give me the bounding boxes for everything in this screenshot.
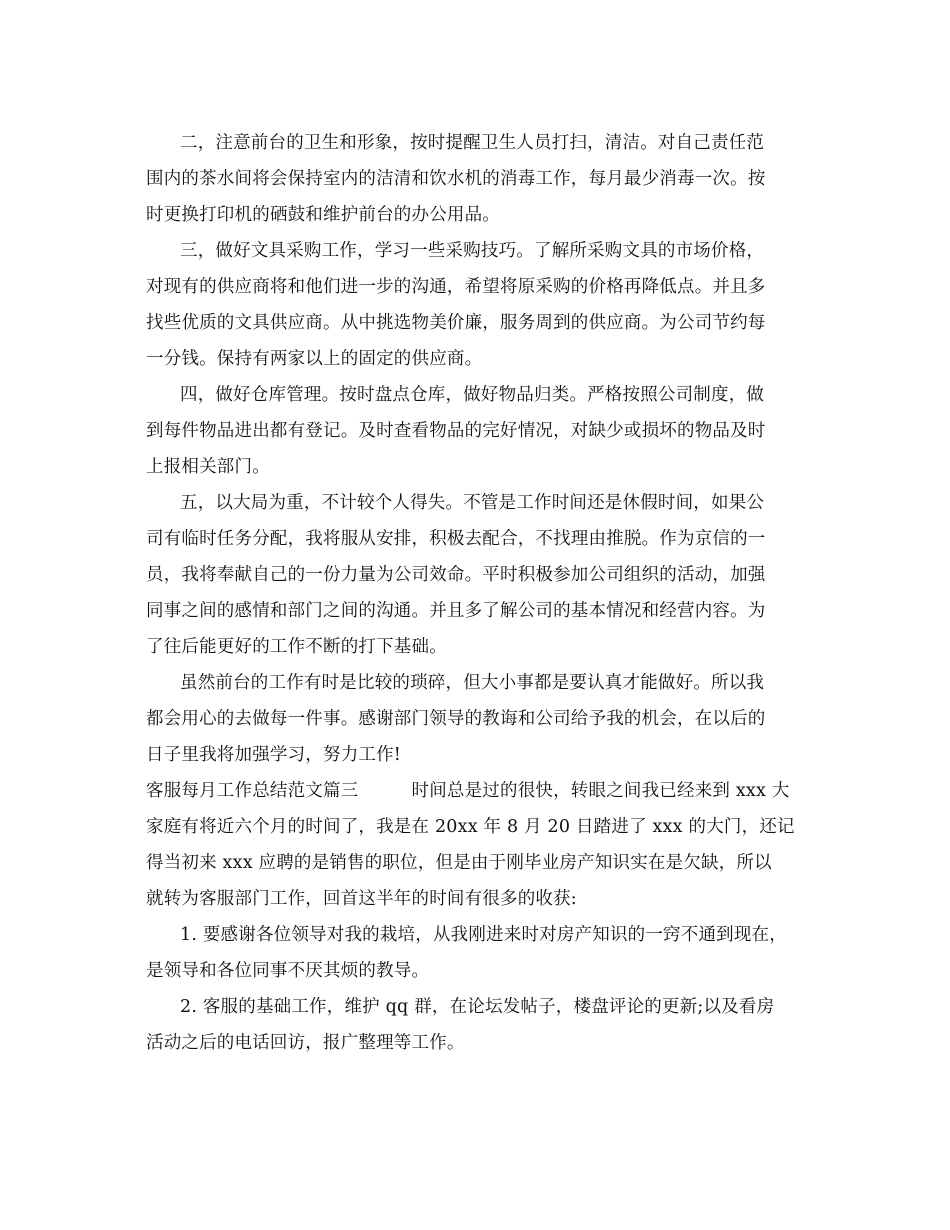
paragraph-2-line-2: 围内的茶水间将会保持室内的洁清和饮水机的消毒工作，每月最少消毒一次。按 — [146, 169, 766, 189]
section-intro-line-2: 家庭有将近六个月的时间了，我是在 20xx 年 8 月 20 日踏进了 xxx 的大门，还记 — [146, 817, 795, 837]
section-heading-line: 客服每月工作总结范文篇三 时间总是过的很快，转眼之间我已经来到 xxx 大 — [146, 781, 790, 801]
paragraph-3-line-3: 找些优质的文具供应商。从中挑选物美价廉，服务周到的供应商。为公司节约每 — [146, 313, 766, 333]
paragraph-3-line-4: 一分钱。保持有两家以上的固定的供应商。 — [146, 349, 483, 369]
paragraph-6-line-2: 都会用心的去做每一件事。感谢部门领导的教诲和公司给予我的机会，在以后的 — [146, 709, 766, 729]
list-item-1-line-1: 1. 要感谢各位领导对我的栽培，从我刚进来时对房产知识的一窍不通到现在， — [180, 925, 787, 945]
paragraph-5-line-5: 了往后能更好的工作不断的打下基础。 — [146, 637, 447, 657]
list-item-2-line-2: 活动之后的电话回访，报广整理等工作。 — [146, 1033, 465, 1053]
paragraph-2-line-3: 时更换打印机的硒鼓和维护前台的办公用品。 — [146, 205, 500, 225]
paragraph-3-line-2: 对现有的供应商将和他们进一步的沟通，希望将原采购的价格再降低点。并且多 — [146, 277, 766, 297]
paragraph-4-line-2: 到每件物品进出都有登记。及时查看物品的完好情况，对缺少或损坏的物品及时 — [146, 421, 766, 441]
list-item-2-line-1: 2. 客服的基础工作，维护 qq 群，在论坛发帖子，楼盘评论的更新;以及看房 — [180, 997, 775, 1017]
paragraph-5-line-3: 员，我将奉献自己的一份力量为公司效命。平时积极参加公司组织的活动，加强 — [146, 565, 766, 585]
section-intro-line-4: 就转为客服部门工作，回首这半年的时间有很多的收获: — [146, 889, 577, 909]
paragraph-2-line-1: 二，注意前台的卫生和形象，按时提醒卫生人员打扫，清洁。对自己责任范 — [180, 133, 765, 153]
paragraph-5-line-4: 同事之间的感情和部门之间的沟通。并且多了解公司的基本情况和经营内容。为 — [146, 601, 766, 621]
paragraph-5-line-2: 司有临时任务分配，我将服从安排，积极去配合，不找理由推脱。作为京信的一 — [146, 529, 766, 549]
section-intro-line-3: 得当初来 xxx 应聘的是销售的职位，但是由于刚毕业房产知识实在是欠缺，所以 — [146, 853, 772, 873]
paragraph-4-line-3: 上报相关部门。 — [146, 457, 270, 477]
paragraph-6-line-1: 虽然前台的工作有时是比较的琐碎，但大小事都是要认真才能做好。所以我 — [180, 673, 765, 693]
paragraph-5-line-1: 五，以大局为重，不计较个人得失。不管是工作时间还是休假时间，如果公 — [180, 493, 765, 513]
paragraph-4-line-1: 四，做好仓库管理。按时盘点仓库，做好物品归类。严格按照公司制度，做 — [180, 385, 765, 405]
list-item-1-line-2: 是领导和各位同事不厌其烦的教导。 — [146, 961, 430, 981]
paragraph-6-line-3: 日子里我将加强学习，努力工作! — [146, 745, 402, 765]
paragraph-3-line-1: 三，做好文具采购工作，学习一些采购技巧。了解所采购文具的市场价格， — [180, 241, 765, 261]
